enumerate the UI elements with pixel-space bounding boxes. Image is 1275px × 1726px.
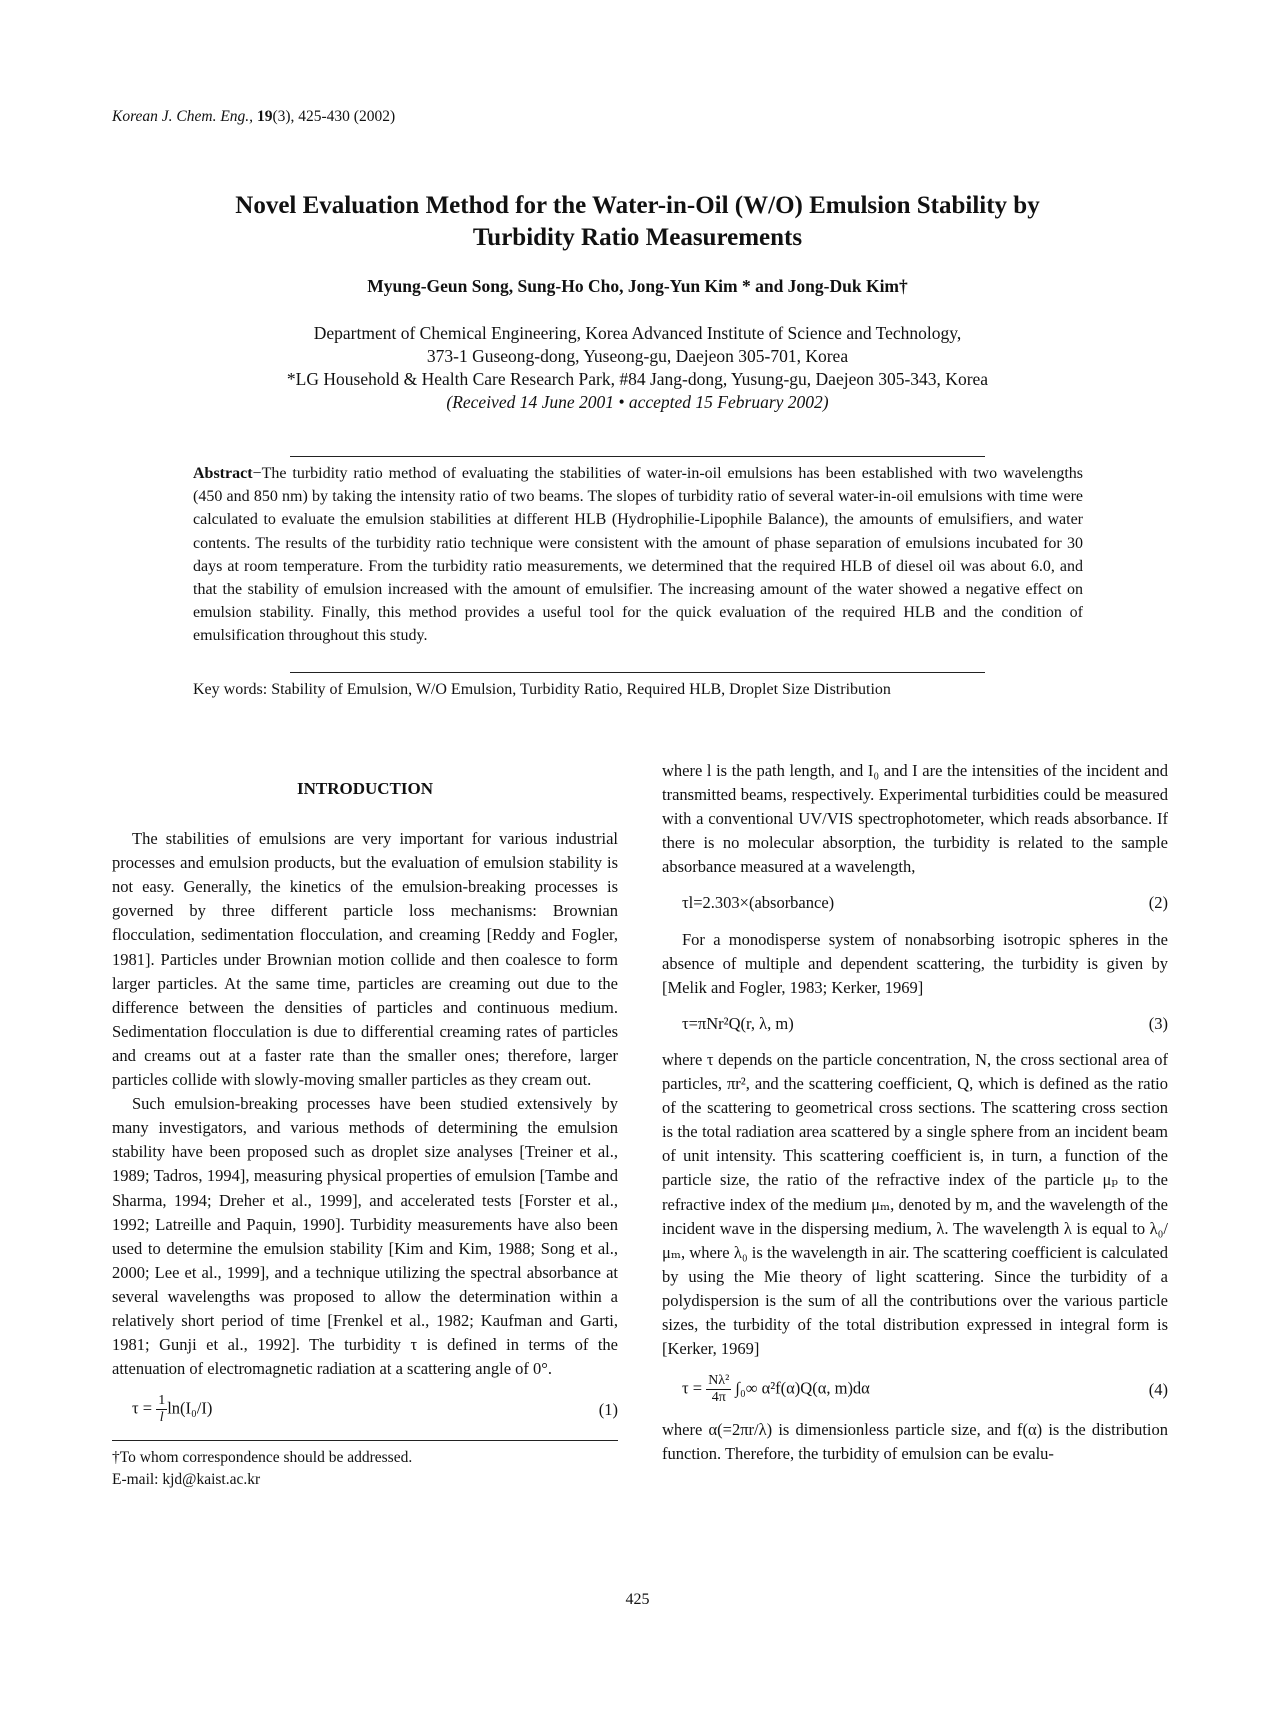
eq4-lhs: τ =	[682, 1378, 703, 1398]
received-dates: (Received 14 June 2001 • accepted 15 February 2002)	[446, 392, 829, 412]
footnote	[112, 1447, 618, 1491]
eq3-number: (3)	[1148, 1013, 1168, 1033]
eq4-rhs: ∫₀∞ α²f(α)Q(α, m)dα	[735, 1378, 870, 1398]
footnote-rule	[112, 1440, 618, 1441]
eq4-fraction	[706, 1373, 731, 1406]
eq4-denominator: 4π	[711, 1390, 726, 1406]
title-line-2: Turbidity Ratio Measurements	[472, 224, 803, 251]
eq1-denominator: l	[159, 1410, 164, 1426]
affiliation-line-2: 373-1 Guseong-dong, Yuseong-gu, Daejeon 305-701, Korea	[426, 346, 849, 366]
abstract	[193, 462, 1083, 648]
abstract-bottom-rule	[290, 672, 985, 673]
equation-4	[662, 1373, 1168, 1406]
abstract-top-rule	[290, 456, 985, 457]
page-number: 425	[625, 1591, 650, 1608]
journal-name: Korean J. Chem. Eng.,	[112, 108, 254, 125]
journal-volume: 19	[256, 108, 273, 125]
right-paragraph-3: where τ depends on the particle concentration, N, the cross sectional area of particles, πr², and the scattering coefficient, Q, which is defined as the ratio of the scattering to geometrical cross sections. The scattering cross section is the total radiation area scattered by a single sphere from an incident beam of unit intensity. This scattering coefficient is, in turn, a function of the particle size, the ratio of the refractive index of the particle μₚ to the refractive index of the medium μₘ, denoted by m, and the wavelength of the incident wave in the dispersing medium, λ. The wavelength λ is equal to λ₀/μₘ, where λ₀ is the wavelength in air. The scattering coefficient is calculated by using the Mie theory of light scattering. Since the turbidity of a polydispersion is the sum of all the contributions over the various particle sizes, the turbidity of the total distribution expressed in integral form is [Kerker, 1969]	[662, 1049, 1168, 1359]
intro-paragraph-1: The stabilities of emulsions are very important for various industrial processes and emulsion products, but the evaluation of emulsion stability is not easy. Generally, the kinetics of the emulsion-breaking processes is governed by three different particle loss mechanisms: Brownian flocculation, sedimentation flocculation, and creaming [Reddy and Fogler, 1981]. Particles under Brownian motion collide and then coalesce to form larger particles. At the same time, particles are creaming out due to the difference between the densities of particles and continuous medium. Sedimentation flocculation is due to differential creaming rates of particles and creams out at a faster rate than the smaller ones; therefore, larger particles collide with slowly-moving smaller particles as they cream out.	[112, 829, 618, 1090]
footnote-correspondence: †To whom correspondence should be addressed.	[112, 1449, 413, 1467]
left-column	[112, 775, 618, 1491]
intro-paragraph-2: Such emulsion-breaking processes have been studied extensively by many investigators, and various methods of determining the emulsion stability have been proposed such as droplet size analyses [Treiner et al., 1989; Tadros, 1994], measuring physical properties of emulsion [Tambe and Sharma, 1994; Dreher et al., 1999], and accelerated tests [Forster et al., 1992; Latreille and Paquin, 1990]. Turbidity measurements have also been used to determine the emulsion stability [Kim and Kim, 1988; Song et al., 2000; Lee et al., 1999], and a technique utilizing the spectral absorbance at several wavelengths was proposed to allow the determination within a relatively short period of time [Frenkel et al., 1982; Kaufman and Garti, 1981; Gunji et al., 1992]. The turbidity τ is defined in terms of the attenuation of electromagnetic radiation at a scattering angle of 0°.	[112, 1094, 618, 1379]
right-paragraph-1: where l is the path length, and I₀ and I are the intensities of the incident and transmitted beams, respectively. Experimental turbidities could be measured with a conventional UV/VIS spectrophotometer, which reads absorbance. If there is no molecular absorption, the turbidity is related to the sample absorbance measured at a wavelength,	[662, 761, 1168, 877]
abstract-text: −The turbidity ratio method of evaluating the stabilities of water-in-oil emulsions has been established with two wavelengths (450 and 850 nm) by taking the intensity ratio of two beams. The slopes of turbidity ratio of several water-in-oil emulsions with time were calculated to evaluate the emulsion stabilities at different HLB (Hydrophilie-Lipophile Balance), the amounts of emulsifiers, and water contents. The results of the turbidity ratio technique were consistent with the amount of phase separation of emulsions incubated for 30 days at room temperature. From the turbidity ratio measurements, we determined that the required HLB of diesel oil was about 6.0, and that the stability of emulsion increased with the amount of emulsifier. The increasing amount of the water showed a negative effect on emulsion stability. Finally, this method provides a useful tool for the quick evaluation of the required HLB and the condition of emulsification throughout this study.	[193, 465, 1083, 645]
abstract-label: Abstract	[193, 465, 253, 482]
right-paragraph-4: where α(=2πr/λ) is dimensionless particle size, and f(α) is the distribution function. Therefore, the turbidity of emulsion can be evalu-	[662, 1420, 1168, 1464]
journal-issue-pages: (3), 425-430 (2002)	[272, 108, 396, 125]
journal-citation	[112, 108, 395, 126]
footnote-email: E-mail: kjd@kaist.ac.kr	[112, 1471, 261, 1489]
affiliations	[140, 322, 1135, 414]
keywords: Key words: Stability of Emulsion, W/O Emulsion, Turbidity Ratio, Required HLB, Droplet Size Distribution	[193, 681, 891, 698]
right-paragraph-2: For a monodisperse system of nonabsorbing isotropic spheres in the absence of multiple and dependent scattering, the turbidity is given by [Melik and Fogler, 1983; Kerker, 1969]	[662, 929, 1168, 997]
paper-title	[140, 190, 1135, 254]
eq2-number: (2)	[1148, 893, 1168, 913]
title-line-1: Novel Evaluation Method for the Water-in-Oil (W/O) Emulsion Stability by	[235, 192, 1040, 219]
eq4-number: (4)	[1148, 1379, 1168, 1399]
equation-2	[662, 891, 1168, 915]
affiliation-line-3: *LG Household & Health Care Research Park, #84 Jang-dong, Yusung-gu, Daejeon 305-343, Korea	[286, 369, 989, 389]
eq1-numerator: 1	[158, 1393, 166, 1409]
eq1-lhs: τ =	[132, 1398, 153, 1418]
eq1-rhs: ln(I₀/I)	[167, 1398, 213, 1418]
eq3-expression: τ=πNr²Q(r, λ, m)	[682, 1013, 794, 1033]
eq1-fraction	[156, 1393, 167, 1426]
eq4-numerator: Nλ²	[708, 1373, 730, 1389]
right-column	[662, 759, 1168, 1466]
affiliation-line-1: Department of Chemical Engineering, Korea Advanced Institute of Science and Technology,	[313, 323, 962, 343]
author-list: Myung-Geun Song, Sung-Ho Cho, Jong-Yun Kim * and Jong-Duk Kim†	[367, 276, 908, 296]
eq1-number: (1)	[598, 1399, 618, 1419]
eq2-expression: τl=2.303×(absorbance)	[682, 893, 835, 913]
equation-3	[662, 1012, 1168, 1036]
equation-1	[112, 1393, 618, 1426]
section-heading-introduction: INTRODUCTION	[296, 779, 434, 798]
